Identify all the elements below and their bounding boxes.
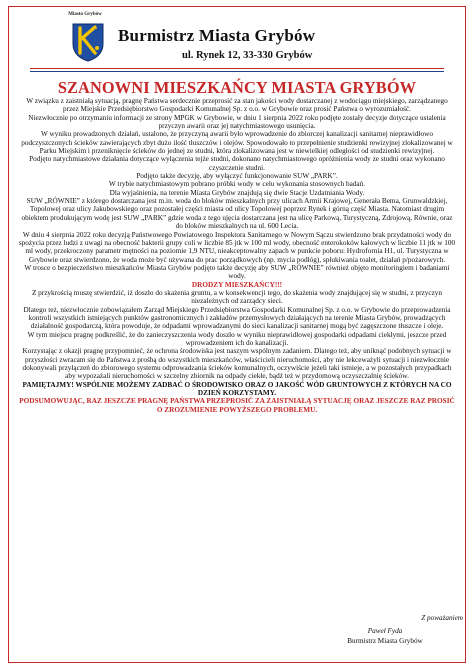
paragraph: Korzystając z okazji pragnę przypomnieć, że ochrona środowiska jest naszym wspólnym zadaniem. Dlatego też, aby uniknąć podobnych sytuacji w przyszłości zwracam się do Państwa z prośbą do wszystkich mieszkańców, właścicieli nieruchomości, aby nie lekceważyli sytuacji i niezwłocznie dokonywali przyłączeń do zbiorowego systemu odprowadzania ścieków komunalnych, oczywiście jeżeli taki istnieje, a w pozostałych przypadkach aby wypozażali nieruchomości w szczelny zbiornik na odpady ciekłe, bądź też w przydomową oczyszczalnię ścieków. xyxy=(22,347,452,381)
headline: SZANOWNI MIESZKAŃCY MIASTA GRYBÓW xyxy=(57,78,417,97)
letter-body xyxy=(18,97,456,414)
paragraph: W związku z zaistniałą sytuacją, pragnę Państwa serdecznie przeprosić za stan jakości wody dostarczanej z wodociągu miejskiego, zarządzanego przez Miejskie Przedsiębiorstwo Gospodarki Komunalnej Sp. z o.o. w Grybowie oraz prosić Państwa o wyrozumiałość. xyxy=(26,97,448,114)
paragraph: W wyniku prowadzonych działań, ustalono, że przyczyną awarii było wprowadzenie do zbiorczej kanalizacji sanitarnej nieprawidłowo podczyszczonych ścieków zawierających zbyt dużo ilość tłuszczów i olejów. Spowodowało to przepełnienie studzienki rewizyjnej zlokalizowanej w Parku Miejskim i przeniknięcie ścieków do jednej ze studni, która zlokalizowana jest w niewielkiej odległości od studzienki rewizyjnej. xyxy=(21,130,453,156)
crest-label: Miasto Grybów xyxy=(68,12,102,17)
signature-block xyxy=(315,614,463,646)
divider-red xyxy=(30,68,444,69)
address: ul. Rynek 12, 33-330 Grybów xyxy=(182,50,313,61)
paragraph: W trybie natychmiastowym pobrano próbki wody w celu wykonania stosownych badań. xyxy=(108,180,366,189)
paragraph: Z przykrością muszę stwierdzić, iż doszło do skażenia gruntu, a w konsekwencji tego, do skażenia wody znajdującej się w studni, z przyczyn niezależnych od zarządcy sieci. xyxy=(31,288,443,306)
paragraph: Dla wyjaśnienia, na terenie Miasta Grybów znajdują się dwie Stacje Uzdatniania Wody. xyxy=(109,188,365,197)
paragraph: W trosce o bezpieczeństwo mieszkańców Miasta Grybów podjęto także decyzję aby SUW „RÓWNIE” również objęto monitoringiem i badaniami wody. xyxy=(24,263,450,281)
paragraph: Podjęto także decyzję, aby wyłączyć funkcjonowanie SUW „PARK”. xyxy=(136,172,338,181)
coat-of-arms-icon xyxy=(71,22,105,62)
regards-text: Z poważaniem xyxy=(421,614,463,622)
signatory-role: Burmistrz Miasta Grybów xyxy=(347,637,423,645)
paragraph: SUW „RÓWNIE” z którego dostarczana jest m.in. woda do bloków mieszkalnych przy ulicach Armii Krajowej, Generała Bema, Grunwaldzkiej, Topolowej oraz ulicy Jakubowskiego oraz pozostałej części miasta od ulicy Topolowej poprzez Rynek i górną część Miasta. Natomiast drugim obiektem produkującym wodę jest SUW „PARK” gdzie woda z tego ujęcia dostarczana jest na ulicę Parkową, Turystyczną, Zdrojową, Równie, oraz do bloków mieszkalnych na ul. 600 Lecia. xyxy=(21,197,453,231)
closing-statement: PODSUMOWUJĄC, RAZ JESZCZE PRAGNĘ PAŃSTWA PRZEPROSIĆ ZA ZAISTNIAŁĄ SYTUACJĘ ORAZ JESZCZE RAZ PROSIĆ O ZROZUMIENIE POWYŻSZEGO PROBLEMU. xyxy=(19,397,455,414)
page-title: Burmistrz Miasta Grybów xyxy=(118,26,316,45)
reminder-bold: PAMIĘTAJMY! WSPÓLNIE MOŻEMY ZADBAĆ O ŚRODOWISKO ORAZ O JAKOŚĆ WÓD GRUNTOWYCH Z KTÓRYCH NA CO DZIEŃ KORZYSTAMY. xyxy=(22,380,452,398)
emphasis-line: DRODZY MIESZKAŃCY!!! xyxy=(191,280,283,289)
paragraph: W tym miejscu pragnę podkreślić, że do zanieczyszczenia wody doszło w wyniku nieprawidłowej gospodarki odpadami ciekłymi, jeszcze przed wprowadzeniem ich do kanalizacji. xyxy=(27,330,447,347)
paragraph: W dniu 4 sierpnia 2022 roku decyzją Państwowego Powiatowego Inspektora Sanitarnego w Nowym Sączu stwierdzono brak przydatności wody do spożycia przez ludzi z uwagi na obecność bakterii grupy coli w liczbie 85 jtk w 100 ml wody, obecność enterokoków kałowych w liczbie 11 jtk w 100 ml wody, przekroczony parametr mętności na poziomie 1,9 NTU, nieakceptowalny zapach w punkcie poboru: Hydrofornia H1, ul. Turystyczna w Grybowie oraz stwierdzono, że woda może być używana do prac porządkowych (np. mycia podłóg), spłukiwania toalet, działań p/pożarowych. xyxy=(18,230,456,264)
signatory-name: Paweł Fyda xyxy=(367,627,403,635)
divider-blue xyxy=(30,71,444,72)
paragraph: Niezwłocznie po otrzymaniu informacji ze strony MPGK w Grybowie, w dniu 1 sierpnia 2022 roku podjęte zostały decyzje dotyczące ustalenia przyczyn awarii oraz jej natychmiastowego usunięcia. xyxy=(28,113,446,131)
letterhead xyxy=(0,0,474,80)
paragraph: Podjęto natychmiastowe działania dotyczące wyłączenia tejże studni, dokonano natychmiastowego opróżnienia wody ze studni oraz wykonano czyszczenie studni. xyxy=(29,155,445,172)
paragraph: Dlatego też, niezwłocznie zobowiązałem Zarząd Miejskiego Przedsiębiorstwa Gospodarki Komunalnej Sp. z o.o. w Grybowie do przeprowadzenia kontroli wszystkich istniejących punktów gastronomicznych i zakładów przemysłowych działających na terenie Miasta Grybów, prowadzących działalność gospodarczą, która powoduje, że odpadami wprowadzanymi do sieci kanalizacji sanitarnej mogą być zagęszczone tłuszcze i oleje. xyxy=(23,305,451,331)
